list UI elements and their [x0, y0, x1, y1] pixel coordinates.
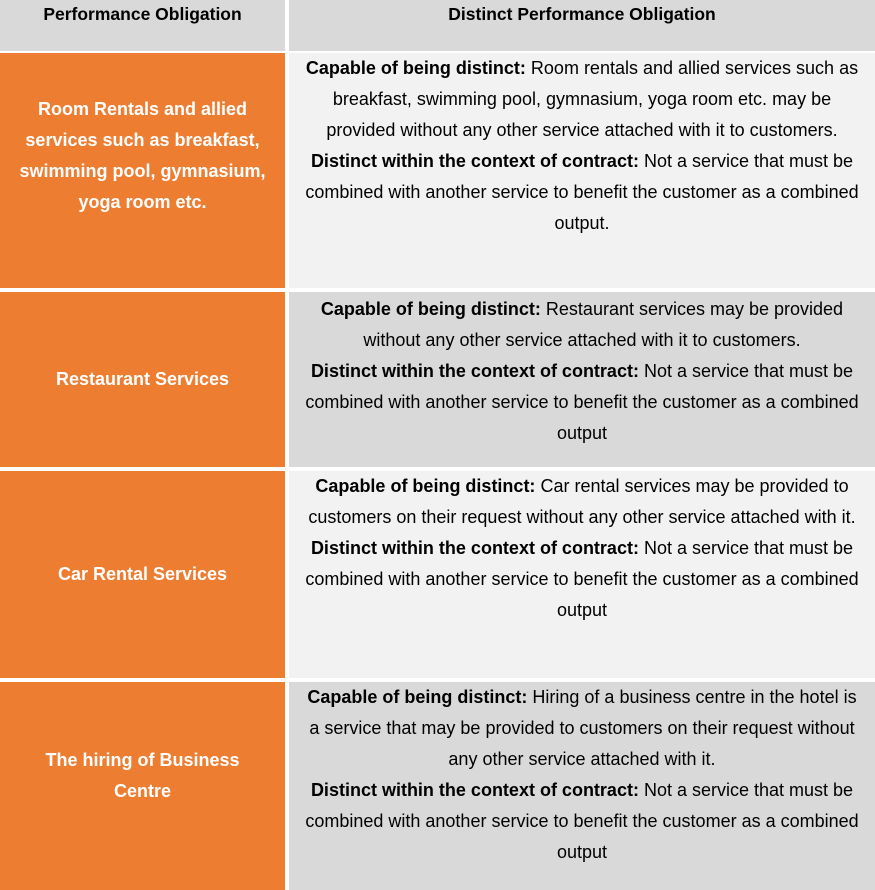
capable-label: Capable of being distinct: — [305, 58, 526, 78]
header-distinct-performance-obligation — [289, 0, 875, 51]
context-paragraph — [297, 533, 867, 626]
context-paragraph — [297, 775, 867, 868]
distinct-cell-business-centre — [289, 682, 875, 890]
context-text: Not a service that must be combined with another service to benefit the customer as a combined output — [305, 538, 859, 620]
capable-text: Room rentals and allied services such as breakfast, swimming pool, gymnasium, yoga room etc. may be provided without any other service attached with it to customers. — [326, 58, 859, 140]
capable-text: Restaurant services may be provided without any other service attached with it to customers. — [363, 299, 844, 350]
header-col2-label: Distinct Performance Obligation — [448, 4, 716, 24]
distinct-cell-restaurant — [289, 292, 875, 467]
context-text: Not a service that must be combined with another service to benefit the customer as a combined output — [305, 361, 859, 443]
capable-paragraph — [297, 471, 867, 533]
header-col1-label: Performance Obligation — [43, 4, 242, 24]
context-paragraph — [297, 356, 867, 449]
capable-label: Capable of being distinct: — [307, 687, 528, 707]
obligation-label: Restaurant Services — [55, 369, 230, 389]
header-performance-obligation — [0, 0, 285, 51]
obligation-cell-business-centre — [0, 682, 285, 890]
obligation-cell-car-rental — [0, 471, 285, 678]
capable-text: Car rental services may be provided to customers on their request without any other service attached with it. — [308, 476, 856, 527]
capable-text: Hiring of a business centre in the hotel is a service that may be provided to customers on their request without any other service attached with it. — [309, 687, 857, 769]
obligation-label: Room Rentals and allied services such as breakfast, swimming pool, gymnasium, yoga room etc. — [19, 98, 266, 212]
capable-label: Capable of being distinct: — [320, 299, 541, 319]
capable-paragraph — [297, 53, 867, 146]
capable-label: Capable of being distinct: — [315, 476, 536, 496]
distinct-cell-room-rentals — [289, 53, 875, 288]
distinct-cell-car-rental — [289, 471, 875, 678]
obligation-label: Car Rental Services — [57, 564, 228, 584]
context-label: Distinct within the context of contract: — [310, 361, 639, 381]
context-paragraph — [297, 146, 867, 239]
capable-paragraph — [297, 682, 867, 775]
obligation-label: The hiring of Business Centre — [45, 750, 240, 801]
context-text: Not a service that must be combined with another service to benefit the customer as a combined output — [305, 780, 859, 862]
context-label: Distinct within the context of contract: — [310, 538, 639, 558]
context-label: Distinct within the context of contract: — [310, 780, 639, 800]
capable-paragraph — [297, 294, 867, 356]
obligation-cell-restaurant — [0, 292, 285, 467]
context-text: Not a service that must be combined with another service to benefit the customer as a combined output. — [305, 151, 859, 233]
obligation-cell-room-rentals — [0, 53, 285, 288]
context-label: Distinct within the context of contract: — [310, 151, 639, 171]
